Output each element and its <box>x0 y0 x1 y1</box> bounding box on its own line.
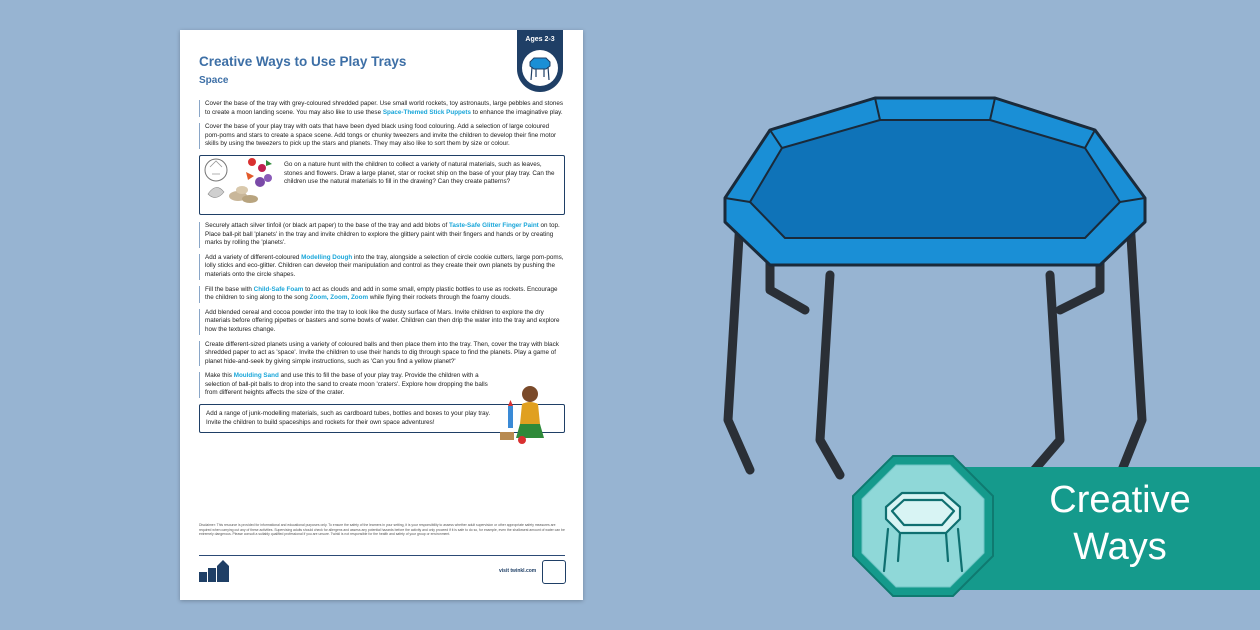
activity-paragraph: Cover the base of your play tray with oats that have been dyed black using food colouring. Add a selection of large coloured pom-poms and stars to create a space scene. Add tongs or chunky tweezers and invite the children to develop their fine motor skills by using the tweezers to pick up the stars and planets. They may also like to sort them by size or colour. <box>199 123 565 149</box>
song-link[interactable]: Zoom, Zoom, Zoom <box>309 294 369 302</box>
quality-badge-icon <box>542 560 566 584</box>
activity-paragraph: Create different-sized planets using a variety of coloured balls and then place them into the tray. Then, cover the tray with black shredded paper to act as 'space'. Invite the children to use their hands to dig through space to find the planets. Play a game of planet hide-and-seek by giving simple instructions, such as 'Can you find a yellow planet?' <box>199 341 565 367</box>
resource-link[interactable]: Child-Safe Foam <box>253 285 304 293</box>
age-circle <box>522 50 558 86</box>
activity-paragraph: Make this Moulding Sand and use this to fill the base of your play tray. Provide the children with a selection of ball-pit balls to drop into the sand to create moon 'craters'. Explore how dropping the balls from different heights affects the size of the crater. <box>199 372 565 398</box>
play-tray-illustration <box>700 90 1170 490</box>
banner-line-2: Ways <box>1073 526 1167 568</box>
footer-url[interactable]: visit twinkl.com <box>499 568 537 574</box>
activity-paragraph: Securely attach silver tinfoil (or black art paper) to the base of the tray and add blobs of Taste-Safe Glitter Finger Paint on top. Place ball-pit ball 'planets' in the tray and invite children to explore the glittery paint with their fingers and hands or by creating marks by rolling the 'planets'. <box>199 222 565 248</box>
banner-line-1: Creative <box>1049 479 1191 521</box>
nature-hunt-box: Go on a nature hunt with the children to collect a variety of natural materials, such as leaves, stones and flowers. Draw a large planet, star or rocket ship on the base of your play tray. Can the children use the natural materials to fill in the drawing? Can they create patterns? <box>199 155 565 215</box>
resource-link[interactable]: Moulding Sand <box>233 372 279 380</box>
document-title: Creative Ways to Use Play Trays <box>199 54 407 69</box>
age-tab <box>517 30 563 92</box>
footer-divider <box>199 555 565 556</box>
banner-title <box>1020 477 1220 571</box>
junk-modelling-box: Add a range of junk-modelling materials, such as cardboard tubes, bottles and boxes to your play tray. Invite the children to build spaceships and rockets for their own space adventures! <box>199 404 565 433</box>
nature-materials-illustration <box>202 152 280 208</box>
activity-paragraph: Add blended cereal and cocoa powder into the tray to look like the dusty surface of Mars. Invite children to explore the dry materials before offering pipettes or basters and some bowls of water. Children can then drip the water into the tray and explore how the textures change. <box>199 309 565 335</box>
resource-link[interactable]: Taste-Safe Glitter Finger Paint <box>448 221 539 229</box>
activity-paragraph: Fill the base with Child-Safe Foam to act as clouds and add in some small, empty plastic bottles to use as rockets. Encourage the children to sing along to the song Zoom, Zoom, Zoom while flying their rockets through the foamy clouds. <box>199 286 565 303</box>
child-building-illustration <box>498 384 548 446</box>
activity-paragraph: Cover the base of the tray with grey-coloured shredded paper. Use small world rockets, toy astronauts, large pebbles and stones to create a moon landing scene. You may also like to use these Space-Themed Stick Puppets to enhance the imaginative play. <box>199 100 565 117</box>
resource-link[interactable]: Modelling Dough <box>301 253 353 261</box>
creative-ways-banner <box>960 467 1260 590</box>
resource-link[interactable]: Space-Themed Stick Puppets <box>382 108 472 116</box>
resource-sheet <box>180 30 583 600</box>
disclaimer-text: Disclaimer: This resource is provided for informational and educational purposes only. To ensure the safety of the learners in your setting, it is your responsibility to assess whether adult supervision or other appropriate safety measures are required when carrying out any of these activities. Supervising adults should check for allergens and assess any potential hazards before the activity and only proceed if it is safe to do so, for example, even the shallowest amount of water can be extremely dangerous. Please consult a suitably qualified professional if you are unsure. Twinkl is not responsible for the health and safety of your group or environment. <box>199 523 565 537</box>
age-label: Ages 2-3 <box>525 36 555 43</box>
activity-paragraph: Add a variety of different-coloured Modelling Dough into the tray, alongside a selection of circle cookie cutters, large pom-poms, lolly sticks and eco-glitter. Children can develop their manipulation and control as they create their own planets by pushing the materials onto the circle shapes. <box>199 254 565 280</box>
twinkl-logo-icon <box>199 560 229 582</box>
tray-badge-icon <box>850 453 996 599</box>
play-tray-icon <box>522 50 558 86</box>
document-subtitle: Space <box>199 75 229 86</box>
